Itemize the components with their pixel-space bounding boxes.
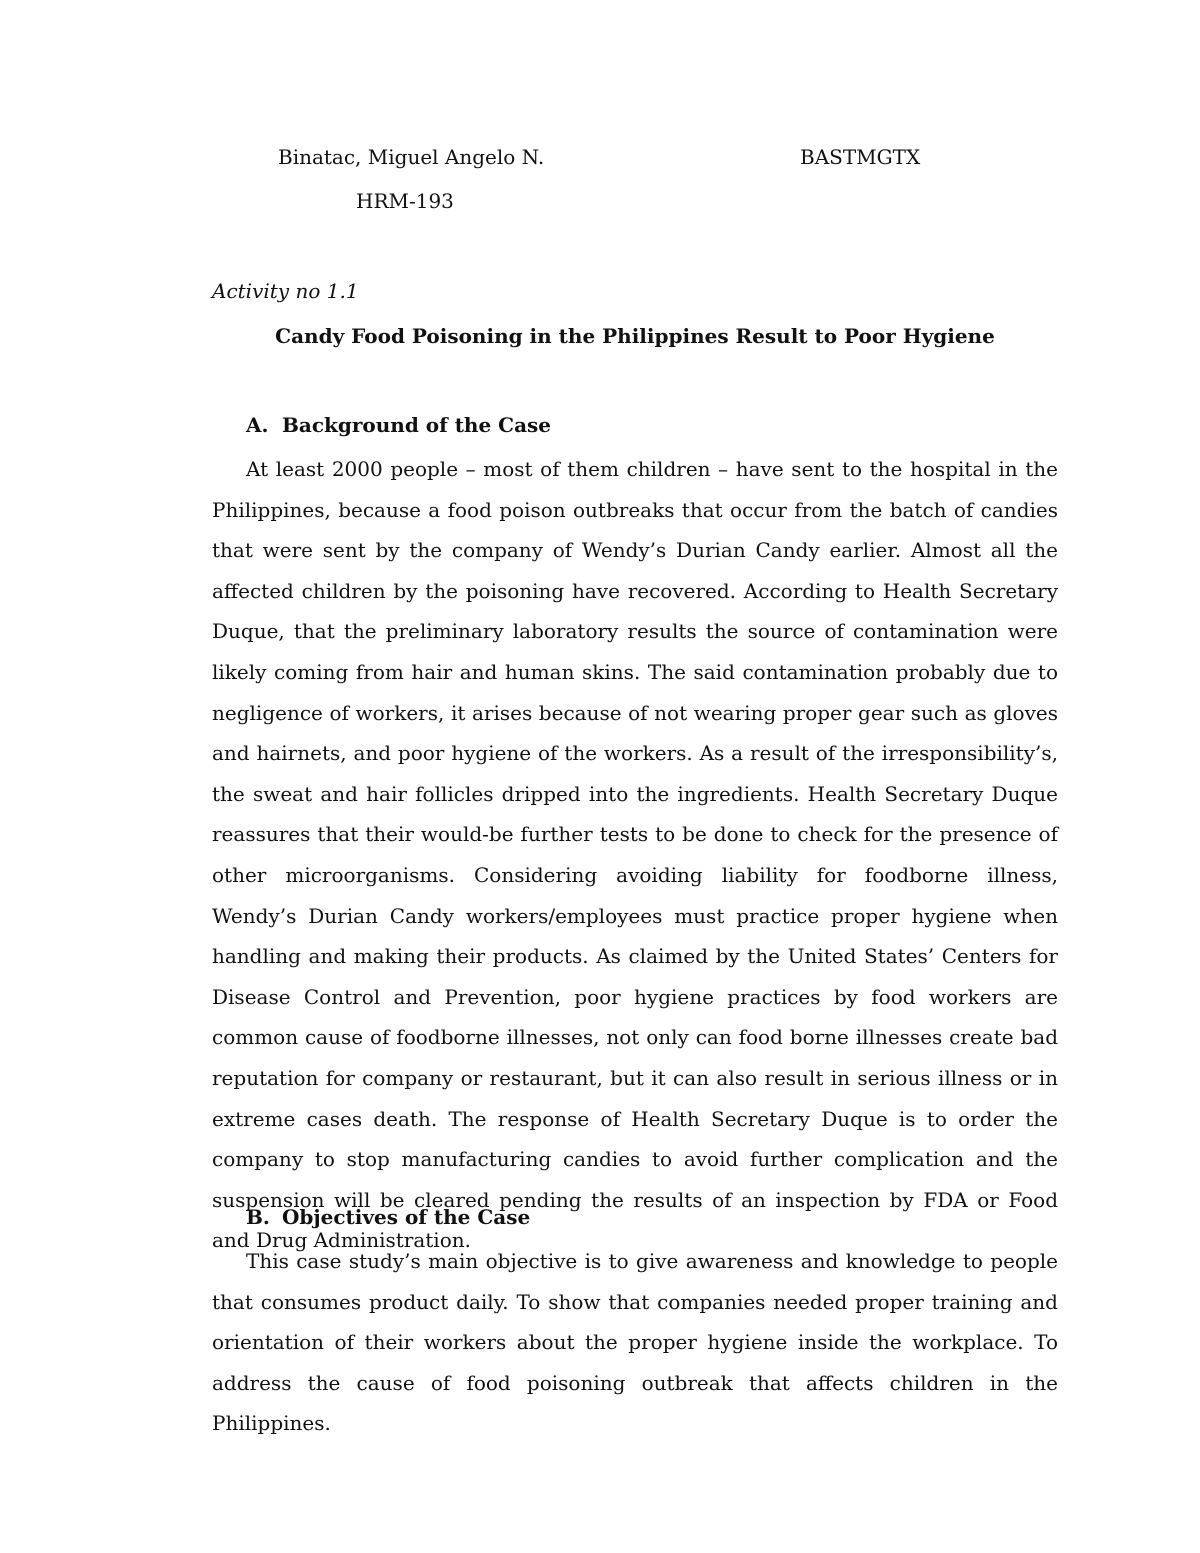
program-code: BASTMGTX bbox=[800, 145, 921, 169]
section-heading-text: Objectives of the Case bbox=[282, 1205, 531, 1229]
section-heading-background bbox=[246, 412, 551, 438]
section-letter: B. bbox=[246, 1205, 270, 1229]
activity-label: Activity no 1.1 bbox=[212, 279, 359, 303]
section-heading-objectives bbox=[246, 1204, 530, 1230]
section-letter: A. bbox=[246, 413, 269, 437]
section-body-background: At least 2000 people – most of them children – have sent to the hospital in the Philippines, because a food poison outbreaks that occur from the batch of candies that were sent by the company of Wendy’s Durian Candy earlier. Almost all the affected children by the poisoning have recovered. According to Health Secretary Duque, that the preliminary laboratory results the source of contamination were likely coming from hair and human skins. The said contamination probably due to negligence of workers, it arises because of not wearing proper gear such as gloves and hairnets, and poor hygiene of the workers. As a result of the irresponsibility’s, the sweat and hair follicles dripped into the ingredients. Health Secretary Duque reassures that their would-be further tests to be done to check for the presence of other microorganisms. Considering avoiding liability for foodborne illness, Wendy’s Durian Candy workers/employees must practice proper hygiene when handling and making their products. As claimed by the United States’ Centers for Disease Control and Prevention, poor hygiene practices by food workers are common cause of foodborne illnesses, not only can food borne illnesses create bad reputation for company or restaurant, but it can also result in serious illness or in extreme cases death. The response of Health Secretary Duque is to order the company to stop manufacturing candies to avoid further complication and the suspension will be cleared pending the results of an inspection by FDA or Food and Drug Administration. bbox=[212, 457, 1058, 1253]
section-heading-text: Background of the Case bbox=[282, 413, 552, 437]
student-name: Binatac, Miguel Angelo N. bbox=[278, 145, 545, 169]
section-body-objectives: This case study’s main objective is to give awareness and knowledge to people that consumes product daily. To show that companies needed proper training and orientation of their workers about the proper hygiene inside the workplace. To address the cause of food poisoning outbreak that affects children in the Philippines. bbox=[212, 1249, 1058, 1436]
document-title: Candy Food Poisoning in the Philippines Result to Poor Hygiene bbox=[275, 324, 995, 348]
course-code: HRM-193 bbox=[356, 189, 454, 213]
